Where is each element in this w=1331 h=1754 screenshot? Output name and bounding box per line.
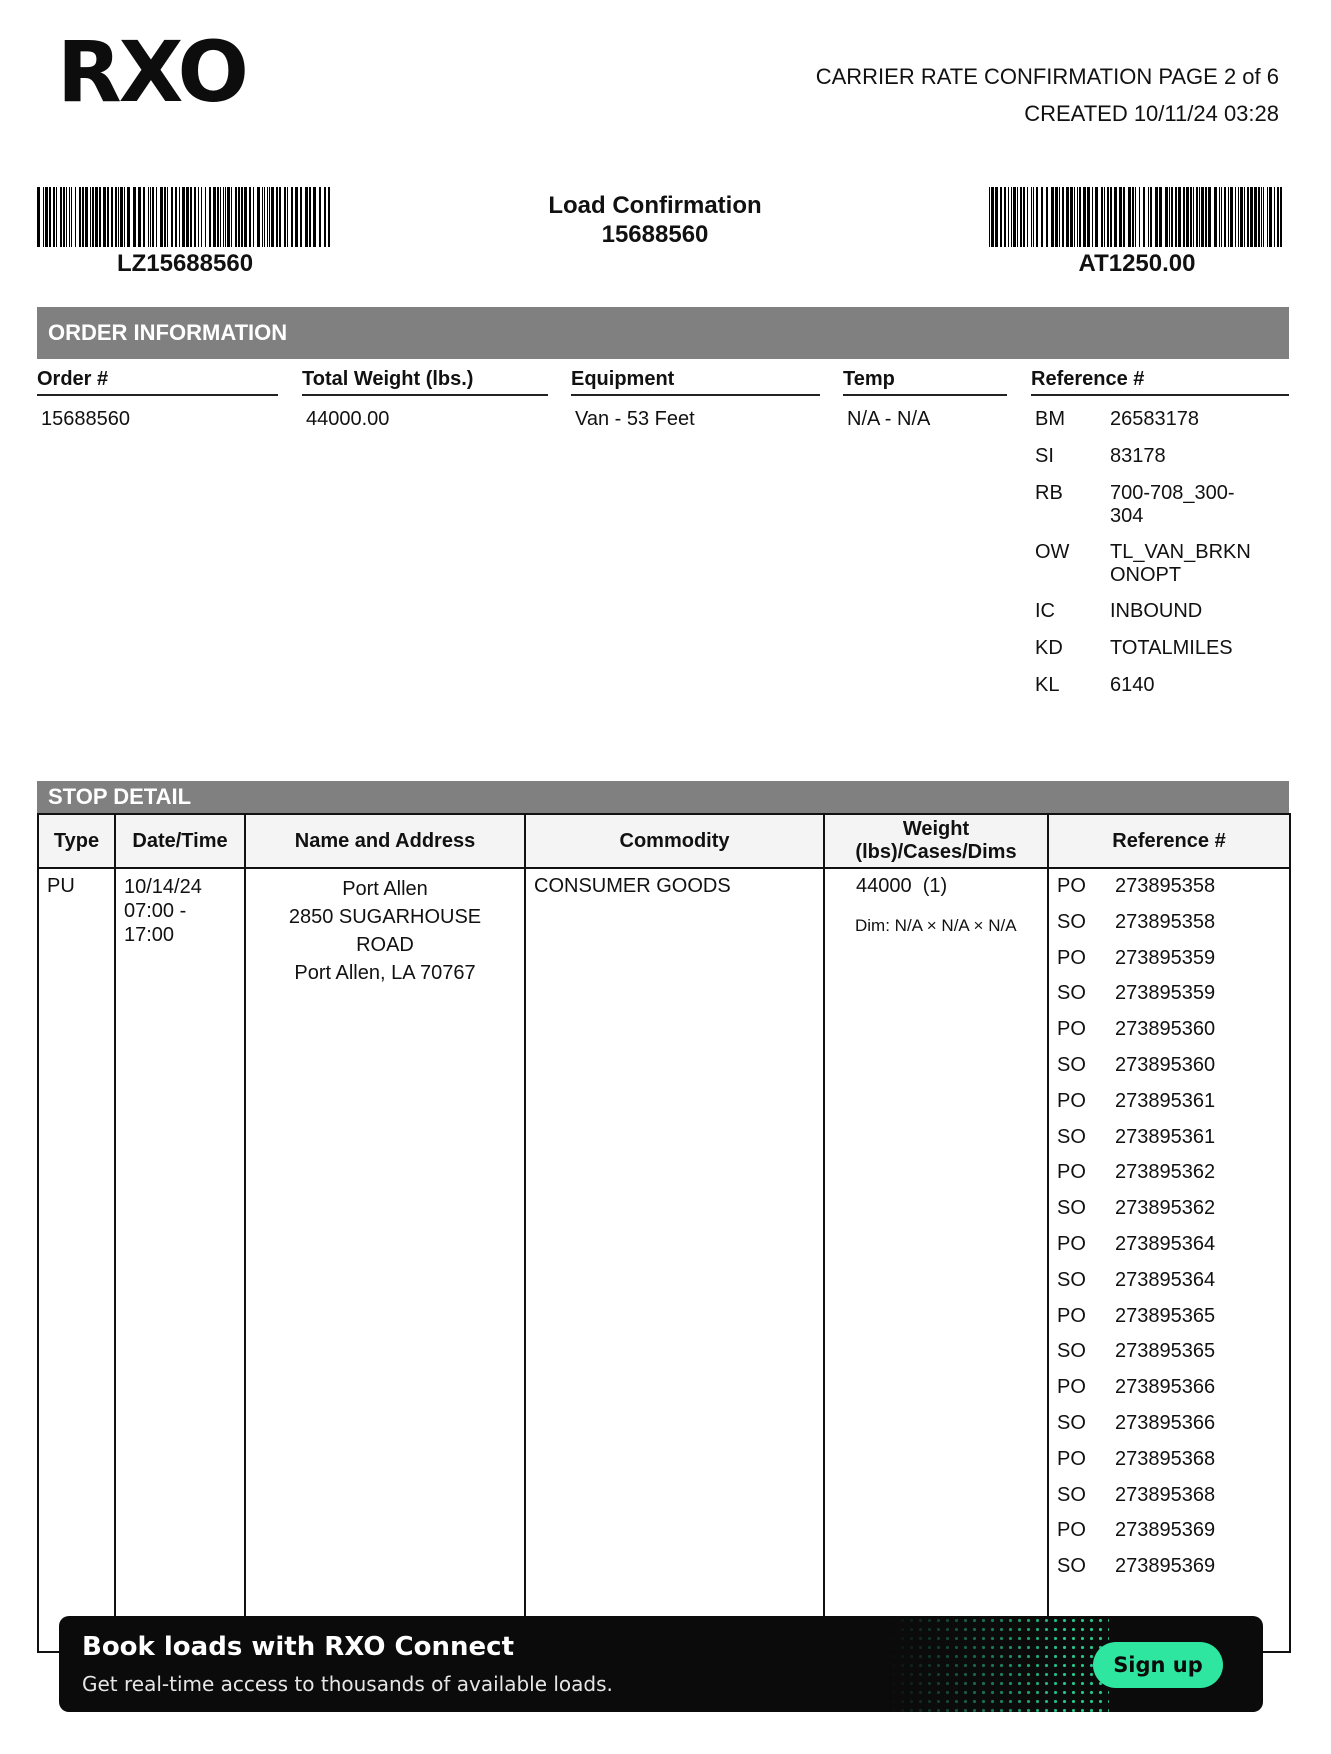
barcode-bar	[1063, 187, 1064, 247]
reference-value: 273895368	[1115, 1483, 1216, 1506]
barcode-bar	[63, 187, 65, 247]
reference-value: TOTALMILES	[1110, 637, 1233, 659]
barcode-bar	[324, 187, 326, 247]
created-timestamp: CREATED 10/11/24 03:28	[1024, 101, 1279, 126]
stop-detail-table	[37, 813, 1291, 1653]
barcode-bar	[1267, 187, 1268, 247]
barcode-bar	[82, 187, 84, 247]
list-item	[1057, 947, 1281, 983]
list-item	[1057, 1054, 1281, 1090]
reference-code: OW	[1035, 541, 1070, 563]
barcode-left-label: LZ15688560	[116, 250, 254, 277]
barcode-bar	[1199, 187, 1201, 247]
barcode-bar	[111, 187, 113, 247]
barcode-bar	[103, 187, 106, 247]
barcode-bar	[1033, 187, 1034, 247]
reference-value: 273895366	[1115, 1376, 1216, 1399]
barcode-bar	[92, 187, 94, 247]
load-confirmation-heading: Load Confirmation	[548, 192, 762, 219]
barcode-bar	[1027, 187, 1028, 247]
barcode-bar	[1247, 187, 1249, 247]
reference-code: KL	[1035, 674, 1060, 696]
reference-value: 273895362	[1115, 1161, 1216, 1184]
barcode-bar	[1119, 187, 1122, 247]
stop-street: 2850 SUGARHOUSE ROAD	[288, 906, 482, 956]
reference-code: SO	[1057, 1197, 1086, 1220]
barcode-bar	[271, 187, 274, 247]
rxo-connect-banner[interactable]	[59, 1616, 1263, 1712]
list-item	[1057, 1305, 1281, 1341]
barcode-bar	[66, 187, 67, 247]
barcode-bar	[69, 187, 70, 247]
barcode-bar	[143, 187, 145, 247]
stop-type: PU	[38, 868, 115, 1652]
barcode-bar	[1190, 187, 1192, 247]
banner-title: Book loads with RXO Connect	[82, 1632, 514, 1662]
barcode-bar	[235, 187, 237, 247]
barcode-bar	[291, 187, 293, 247]
barcode-bar	[1041, 187, 1043, 247]
barcode-bar	[1280, 187, 1282, 247]
barcode-bar	[249, 187, 251, 247]
barcode-bar	[223, 187, 224, 247]
barcode-bar	[201, 187, 202, 247]
reference-code: PO	[1057, 946, 1086, 969]
reference-code: PO	[1057, 875, 1086, 897]
reference-value: 273895365	[1115, 1340, 1216, 1363]
stop-commodity: CONSUMER GOODS	[525, 868, 824, 1652]
barcode-bar	[1269, 187, 1272, 247]
barcode-bar	[300, 187, 302, 247]
barcode-bar	[1123, 187, 1125, 247]
list-item	[1057, 1376, 1281, 1412]
reference-value: 83178	[1110, 445, 1166, 467]
barcode-bar	[45, 187, 48, 247]
barcode-bar	[1062, 187, 1063, 247]
barcode-bar	[150, 187, 151, 247]
barcode-bar	[1277, 187, 1279, 247]
list-item	[1057, 875, 1281, 911]
reference-code: SO	[1057, 1411, 1086, 1434]
barcode-bar	[991, 187, 994, 247]
list-item	[1057, 1484, 1281, 1520]
reference-code: KD	[1035, 637, 1063, 659]
barcode-bar	[1114, 187, 1117, 247]
barcode-bar	[225, 187, 226, 247]
barcode-bar	[167, 187, 168, 247]
reference-value: 273895361	[1115, 1089, 1216, 1112]
barcode-bar	[1128, 187, 1131, 247]
list-item	[1057, 1090, 1281, 1126]
barcode-bar	[190, 187, 192, 247]
stop-city-state-zip: Port Allen, LA 70767	[294, 962, 476, 984]
reference-code: PO	[1057, 1519, 1086, 1542]
barcode-bar	[1169, 187, 1170, 247]
reference-code: PO	[1057, 1089, 1086, 1112]
barcode-bar	[156, 187, 157, 247]
barcode-bar	[1193, 187, 1194, 247]
list-item	[1057, 911, 1281, 947]
barcode-bar	[1238, 187, 1239, 247]
banner-subtitle: Get real-time access to thousands of available loads.	[82, 1672, 613, 1696]
barcode-bar	[1077, 187, 1078, 247]
barcode-bar	[262, 187, 263, 247]
barcode-right	[989, 187, 1285, 247]
reference-code: BM	[1035, 408, 1065, 430]
stop-address	[245, 868, 525, 1652]
reference-code: SO	[1057, 910, 1086, 933]
barcode-bar	[1011, 187, 1012, 247]
barcode-bar	[37, 187, 40, 247]
list-item	[1057, 1555, 1281, 1591]
equipment-value: Van - 53 Feet	[575, 408, 695, 430]
stop-detail-header: STOP DETAIL	[37, 781, 1289, 813]
barcode-bar	[1196, 187, 1198, 247]
barcode-bar	[1139, 187, 1140, 247]
barcode-bar	[238, 187, 240, 247]
barcode-bar	[1083, 187, 1086, 247]
table-row	[38, 868, 1290, 1652]
order-number-header: Order #	[37, 368, 278, 396]
datetime-header: Date/Time	[115, 814, 245, 868]
barcode-bar	[1274, 187, 1275, 247]
barcode-bar	[1165, 187, 1168, 247]
barcode-bar	[1230, 187, 1233, 247]
barcode-bar	[1224, 187, 1226, 247]
barcode-bar	[989, 187, 990, 247]
barcode-bar	[1059, 187, 1060, 247]
barcode-bar	[1101, 187, 1103, 247]
barcode-bar	[120, 187, 123, 247]
barcode-bar	[1205, 187, 1207, 247]
reference-header: Reference #	[1031, 368, 1289, 396]
barcode-bar	[1066, 187, 1069, 247]
barcode-bar	[1219, 187, 1220, 247]
load-confirmation-number: 15688560	[601, 221, 709, 248]
barcode-bar	[220, 187, 221, 247]
reference-value: 273895359	[1115, 982, 1216, 1005]
stop-date: 10/14/24	[124, 876, 202, 898]
barcode-bar	[1135, 187, 1136, 247]
reference-code: SO	[1057, 1268, 1086, 1291]
sign-up-button[interactable]: Sign up	[1093, 1642, 1223, 1688]
barcode-bar	[1104, 187, 1105, 247]
reference-value: 273895364	[1115, 1232, 1216, 1255]
order-information-header: ORDER INFORMATION	[37, 307, 1289, 359]
barcode-bar	[1178, 187, 1181, 247]
reference-value: 700-708_300- 304	[1110, 482, 1235, 527]
stop-reference-header: Reference #	[1048, 814, 1290, 868]
list-item	[1057, 1340, 1281, 1376]
name-address-header: Name and Address	[245, 814, 525, 868]
barcode-bar	[138, 187, 141, 247]
reference-code: PO	[1057, 1376, 1086, 1399]
stop-datetime	[115, 868, 245, 1652]
barcode-bar	[1070, 187, 1073, 247]
barcode-bar	[309, 187, 311, 247]
barcode-bar	[1155, 187, 1158, 247]
barcode-right-label: AT1250.00	[1078, 250, 1196, 277]
reference-value: 6140	[1110, 674, 1155, 696]
barcode-bar	[1031, 187, 1032, 247]
barcode-bar	[1013, 187, 1016, 247]
barcode-bar	[60, 187, 62, 247]
barcode-bar	[118, 187, 119, 247]
barcode-bar	[1008, 187, 1009, 247]
barcode-bar	[148, 187, 149, 247]
barcode-bar	[257, 187, 260, 247]
barcode-bar	[1000, 187, 1002, 247]
barcode-bar	[1183, 187, 1185, 247]
list-item	[1057, 1233, 1281, 1269]
rxo-logo: RXO	[57, 23, 246, 121]
list-item	[1057, 1519, 1281, 1555]
list-item	[1057, 1412, 1281, 1448]
barcode-bar	[279, 187, 281, 247]
reference-value: 26583178	[1110, 408, 1199, 430]
reference-code: SO	[1057, 1555, 1086, 1578]
barcode-bar	[179, 187, 180, 247]
reference-value: 273895364	[1115, 1268, 1216, 1291]
reference-code: RB	[1035, 482, 1063, 504]
list-item	[1057, 1161, 1281, 1197]
reference-value: 273895369	[1115, 1519, 1216, 1542]
barcode-bar	[305, 187, 308, 247]
barcode-bar	[1235, 187, 1236, 247]
reference-value: 273895358	[1115, 875, 1216, 897]
barcode-bar	[264, 187, 265, 247]
reference-value: 273895365	[1115, 1304, 1216, 1327]
barcode-bar	[90, 187, 91, 247]
reference-value: 273895368	[1115, 1447, 1216, 1470]
stop-table-header-row	[38, 814, 1290, 868]
barcode-bar	[1132, 187, 1134, 247]
reference-code: PO	[1057, 1232, 1086, 1255]
dot-pattern-decoration	[889, 1616, 1109, 1712]
order-number-value: 15688560	[41, 408, 130, 430]
barcode-bar	[133, 187, 136, 247]
barcode-bar	[1107, 187, 1109, 247]
barcode-bar	[205, 187, 206, 247]
reference-code: PO	[1057, 1161, 1086, 1184]
barcode-bar	[1261, 187, 1262, 247]
reference-code: PO	[1057, 1447, 1086, 1470]
barcode-bar	[194, 187, 196, 247]
temp-value: N/A - N/A	[847, 408, 931, 430]
barcode-bar	[217, 187, 219, 247]
reference-code: PO	[1057, 1018, 1086, 1041]
barcode-bar	[267, 187, 268, 247]
reference-value: 273895361	[1115, 1125, 1216, 1148]
barcode-bar	[1143, 187, 1145, 247]
barcode-bar	[1020, 187, 1022, 247]
list-item	[1057, 1197, 1281, 1233]
barcode-bar	[1250, 187, 1253, 247]
barcode-bar	[182, 187, 185, 247]
list-item	[1057, 1448, 1281, 1484]
reference-value: 273895362	[1115, 1197, 1216, 1220]
reference-code: SO	[1057, 982, 1086, 1005]
barcode-bar	[1244, 187, 1245, 247]
barcode-bar	[1023, 187, 1025, 247]
stop-location-name: Port Allen	[342, 878, 428, 900]
page-info: CARRIER RATE CONFIRMATION PAGE 2 of 6	[815, 64, 1279, 89]
barcode-bar	[1221, 187, 1222, 247]
barcode-bar	[186, 187, 189, 247]
reference-code: SI	[1035, 445, 1054, 467]
barcode-bar	[1051, 187, 1054, 247]
barcode-bar	[241, 187, 243, 247]
reference-code: SO	[1057, 1053, 1086, 1076]
reference-value: 273895366	[1115, 1411, 1216, 1434]
barcode-bar	[1171, 187, 1173, 247]
barcode-bar	[1254, 187, 1257, 247]
barcode-bar	[295, 187, 298, 247]
stop-dims: Dim: N/A × N/A × N/A	[855, 916, 1017, 935]
barcode-bar	[1186, 187, 1189, 247]
barcode-left	[37, 187, 333, 247]
stop-weight	[824, 868, 1048, 1652]
barcode-bar	[56, 187, 57, 247]
weight-header-line1: Weight	[902, 818, 970, 840]
list-item	[1057, 1018, 1281, 1054]
barcode-bar	[213, 187, 216, 247]
barcode-bar	[1004, 187, 1006, 247]
barcode-bar	[164, 187, 166, 247]
equipment-header: Equipment	[571, 368, 820, 396]
barcode-bar	[1079, 187, 1081, 247]
barcode-bar	[276, 187, 278, 247]
barcode-bar	[75, 187, 76, 247]
barcode-bar	[1159, 187, 1162, 247]
reference-code: SO	[1057, 1340, 1086, 1363]
barcode-bar	[124, 187, 125, 247]
reference-value: TL_VAN_BRKN ONOPT	[1110, 541, 1251, 586]
barcode-bar	[269, 187, 270, 247]
barcode-bar	[995, 187, 998, 247]
reference-value: 273895369	[1115, 1555, 1216, 1578]
stop-time-range: 07:00 - 17:00	[124, 900, 187, 946]
barcode-bar	[284, 187, 286, 247]
barcode-bar	[1201, 187, 1204, 247]
barcode-bar	[1258, 187, 1260, 247]
barcode-bar	[319, 187, 321, 247]
list-item	[1057, 1269, 1281, 1305]
barcode-bar	[127, 187, 130, 247]
barcode-bar	[1092, 187, 1093, 247]
load-confirmation-title	[480, 191, 830, 249]
reference-value: 273895358	[1115, 910, 1216, 933]
weight-header	[824, 814, 1048, 868]
barcode-bar	[231, 187, 232, 247]
barcode-bar	[1055, 187, 1058, 247]
reference-value: 273895360	[1115, 1053, 1216, 1076]
reference-value: 273895360	[1115, 1018, 1216, 1041]
barcode-bar	[198, 187, 199, 247]
barcode-bar	[227, 187, 230, 247]
barcode-bar	[85, 187, 88, 247]
stop-weight-cases: 44000 (1)	[856, 875, 948, 897]
commodity-header: Commodity	[525, 814, 824, 868]
reference-value: 273895359	[1115, 946, 1216, 969]
barcode-bar	[1148, 187, 1149, 247]
barcode-bar	[43, 187, 44, 247]
barcode-bar	[287, 187, 288, 247]
barcode-bar	[328, 187, 330, 247]
barcode-bar	[152, 187, 154, 247]
barcode-bar	[1214, 187, 1217, 247]
barcode-bar	[160, 187, 163, 247]
barcode-bar	[53, 187, 55, 247]
reference-code: IC	[1035, 600, 1055, 622]
barcode-bar	[79, 187, 81, 247]
barcode-bar	[1046, 187, 1048, 247]
temp-header: Temp	[843, 368, 1007, 396]
barcode-bar	[171, 187, 173, 247]
barcode-bar	[1228, 187, 1229, 247]
barcode-bar	[1240, 187, 1243, 247]
barcode-bar	[253, 187, 254, 247]
barcode-bar	[1036, 187, 1038, 247]
total-weight-value: 44000.00	[306, 408, 390, 430]
barcode-bar	[244, 187, 247, 247]
barcode-bar	[107, 187, 109, 247]
barcode-bar	[71, 187, 72, 247]
barcode-bar	[115, 187, 117, 247]
barcode-bar	[99, 187, 101, 247]
barcode-bar	[1175, 187, 1177, 247]
type-header: Type	[38, 814, 115, 868]
stop-references	[1048, 868, 1290, 1652]
barcode-bar	[1095, 187, 1098, 247]
barcode-bar	[1074, 187, 1075, 247]
weight-header-line2: (lbs)/Cases/Dims	[855, 841, 1017, 863]
list-item	[1057, 1126, 1281, 1162]
barcode-bar	[209, 187, 211, 247]
total-weight-header: Total Weight (lbs.)	[302, 368, 548, 396]
barcode-bar	[1087, 187, 1090, 247]
barcode-bar	[175, 187, 177, 247]
barcode-bar	[95, 187, 98, 247]
barcode-bar	[1110, 187, 1112, 247]
barcode-bar	[1017, 187, 1018, 247]
reference-code: PO	[1057, 1304, 1086, 1327]
barcode-bar	[49, 187, 51, 247]
reference-code: SO	[1057, 1483, 1086, 1506]
barcode-bar	[313, 187, 316, 247]
barcode-bar	[1208, 187, 1211, 247]
reference-value: INBOUND	[1110, 600, 1203, 622]
barcode-bar	[1150, 187, 1152, 247]
list-item	[1057, 982, 1281, 1018]
reference-code: SO	[1057, 1125, 1086, 1148]
barcode-bar	[1263, 187, 1264, 247]
